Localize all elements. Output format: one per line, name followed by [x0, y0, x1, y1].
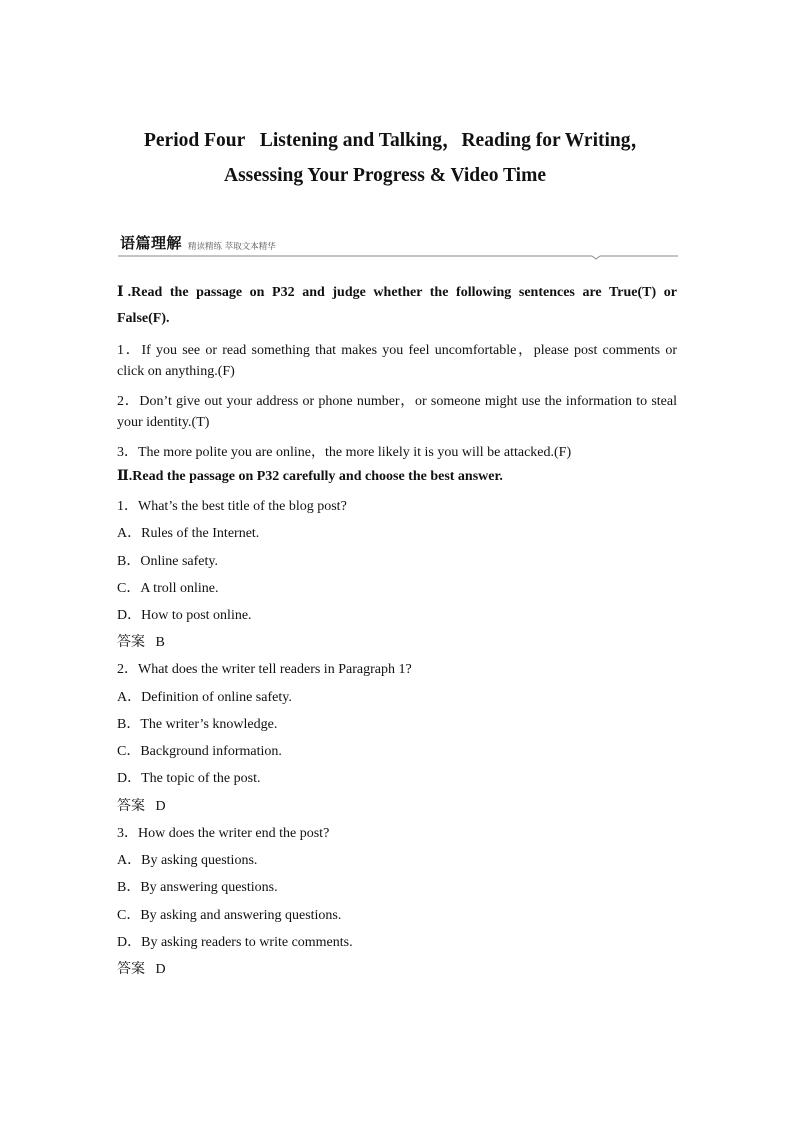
question-3-option-b: B．By answering questions.	[117, 880, 278, 895]
part1-heading-line-2: False(F).	[117, 311, 170, 326]
question-3: 3．How does the writer end the post?	[117, 826, 330, 841]
document-title-line-1: Period Four Listening and Talking，Reading for Writing，	[143, 130, 650, 151]
section-header-title: 语篇理解	[120, 234, 183, 252]
question-3-answer: 答案 D	[117, 962, 166, 977]
section-header	[118, 232, 678, 258]
question-2-answer: 答案 D	[117, 799, 166, 814]
section-header-subtitle: 精读精练 萃取文本精华	[188, 242, 276, 252]
question-1-option-c: C．A troll online.	[117, 581, 219, 596]
statement-2-line-1: 2．Don’t give out your address or phone number，or someone might use the information to steal	[117, 394, 677, 409]
question-1-option-a: A．Rules of the Internet.	[117, 526, 260, 541]
document-title-line-2: Assessing Your Progress & Video Time	[224, 165, 546, 186]
statement-1-line-1: 1．If you see or read something that makes you feel uncomfortable，please post comments or	[117, 343, 677, 358]
statement-1-line-2: click on anything.(F)	[117, 364, 235, 379]
statement-2-line-2: your identity.(T)	[117, 415, 210, 430]
question-1-option-b: B．Online safety.	[117, 554, 218, 569]
part2-heading: Ⅱ.Read the passage on P32 carefully and choose the best answer.	[117, 469, 503, 484]
question-1: 1．What’s the best title of the blog post?	[117, 499, 347, 514]
question-2: 2．What does the writer tell readers in Paragraph 1?	[117, 662, 412, 677]
question-2-option-d: D．The topic of the post.	[117, 771, 261, 786]
question-3-option-a: A．By asking questions.	[117, 853, 258, 868]
question-3-option-c: C．By asking and answering questions.	[117, 908, 342, 923]
question-2-option-b: B．The writer’s knowledge.	[117, 717, 278, 732]
question-2-option-a: A．Definition of online safety.	[117, 690, 292, 705]
question-1-option-d: D．How to post online.	[117, 608, 252, 623]
question-2-option-c: C．Background information.	[117, 744, 282, 759]
statement-3: 3．The more polite you are online，the more likely it is you will be attacked.(F)	[117, 445, 572, 460]
section-divider-line	[118, 248, 678, 260]
part1-heading-line-1: Ⅰ.Read the passage on P32 and judge whether the following sentences are True(T) or	[117, 285, 677, 300]
question-1-answer: 答案 B	[117, 635, 165, 650]
question-3-option-d: D．By asking readers to write comments.	[117, 935, 353, 950]
